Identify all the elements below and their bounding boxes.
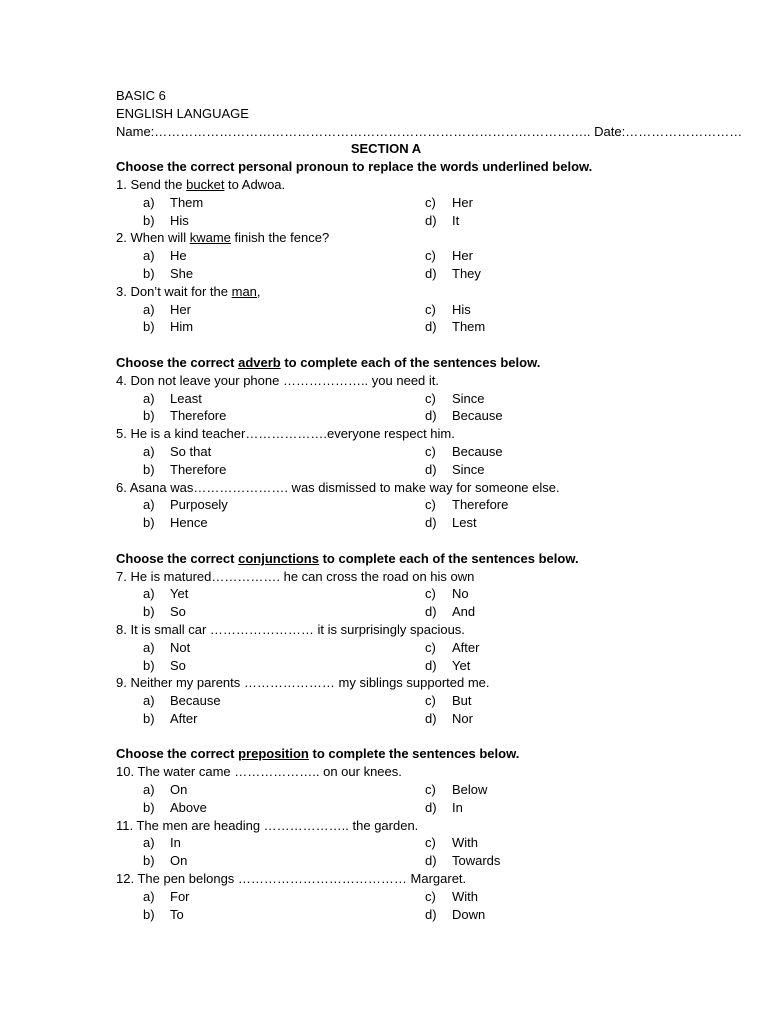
option-text: Them [170,194,204,210]
option-letter: d) [425,710,437,726]
option-letter: b) [143,408,155,424]
option-text: Her [170,301,191,317]
option-text: Yet [170,586,189,602]
option-text: For [170,888,190,904]
instruction-text-end: to complete each of the sentences below. [280,354,541,370]
option-text: Them [452,319,486,335]
option-letter: b) [143,319,155,335]
option-letter: a) [143,390,155,406]
option-letter: b) [143,657,155,673]
question-text [116,817,656,835]
question-text [116,425,656,443]
option-letter: a) [143,693,155,709]
option-row [116,603,656,621]
question-underlined-word: bucket [186,176,225,192]
question-text [116,763,656,781]
section-instruction [116,158,656,176]
option-text: Since [452,461,485,477]
question-stem: 11. The men are heading ……………….. the garden. [116,817,419,833]
option-text: In [170,835,181,851]
option-text: In [452,799,463,815]
option-letter: c) [425,888,436,904]
question-text [116,674,656,692]
instruction-text: Choose the correct [116,746,239,762]
option-text: Because [452,408,503,424]
option-letter: d) [425,853,437,869]
option-letter: b) [143,853,155,869]
option-row [116,301,656,319]
section-spacer [116,728,656,746]
option-letter: a) [143,497,155,513]
option-letter: d) [425,408,437,424]
instruction-text: Choose the correct [116,354,239,370]
worksheet-page [116,87,743,923]
option-row [116,212,656,230]
option-row [116,496,656,514]
question-stem: 4. Don not leave your phone ……………….. you need it. [116,372,440,388]
option-letter: c) [425,443,436,459]
instruction-text: Choose the correct [116,550,239,566]
option-text: Above [170,799,207,815]
option-text: Below [452,782,488,798]
section-spacer [116,336,656,354]
instruction-text-end: to complete the sentences below. [308,746,520,762]
option-letter: b) [143,212,155,228]
option-row [116,710,656,728]
option-row [116,834,656,852]
question-text [116,479,656,497]
option-text: After [452,639,480,655]
question-text [116,568,656,586]
option-text: Her [452,194,473,210]
option-letter: a) [143,194,155,210]
question-stem: 1. Send the [116,176,187,192]
option-letter: b) [143,265,155,281]
option-text: She [170,265,194,281]
option-text: Down [452,906,486,922]
option-row [116,443,656,461]
option-letter: a) [143,443,155,459]
section-instruction [116,550,656,568]
option-row [116,390,656,408]
option-text: So that [170,443,212,459]
section-instruction [116,745,656,763]
option-letter: c) [425,693,436,709]
question-stem: 7. He is matured……………. he can cross the road on his own [116,568,475,584]
question-stem: 8. It is small car …………………… it is surprisingly spacious. [116,621,465,637]
option-text: So [170,657,186,673]
option-letter: d) [425,265,437,281]
option-letter: d) [425,461,437,477]
option-text: Since [452,390,485,406]
option-text: On [170,782,188,798]
question-sections [116,158,656,923]
option-letter: d) [425,799,437,815]
option-letter: c) [425,497,436,513]
option-text: It [452,212,460,228]
option-row [116,657,656,675]
option-row [116,194,656,212]
option-row [116,318,656,336]
option-text: They [452,265,481,281]
option-letter: b) [143,461,155,477]
option-row [116,639,656,657]
option-letter: b) [143,515,155,531]
option-text: His [452,301,471,317]
section-spacer [116,532,656,550]
question-text [116,283,656,301]
option-row [116,265,656,283]
option-letter: b) [143,710,155,726]
instruction-text-end: to complete each of the sentences below. [318,550,579,566]
question-underlined-word: man [231,283,257,299]
question-stem: 10. The water came ……………….. on our knees. [116,764,402,780]
instruction-keyword: conjunctions [238,550,319,566]
question-underlined-word: kwame [189,230,231,246]
question-text [116,621,656,639]
option-letter: b) [143,604,155,620]
question-stem: 3. Don’t wait for the [116,283,232,299]
option-row [116,461,656,479]
instruction-keyword: preposition [238,746,309,762]
question-stem-end: to Adwoa. [224,176,286,192]
option-text: On [170,853,188,869]
question-stem: 6. Asana was…………………. was dismissed to make way for someone else. [116,479,560,495]
option-row [116,585,656,603]
option-text: Her [452,248,473,264]
option-text: Because [170,693,221,709]
class-level: BASIC 6 [116,88,166,103]
instruction-text: Choose the correct personal pronoun to replace the words underlined below. [116,159,593,175]
option-letter: c) [425,835,436,851]
option-text: Therefore [170,408,227,424]
question-stem: 5. He is a kind teacher……………….everyone respect him. [116,426,455,442]
option-text: Hence [170,515,208,531]
option-letter: d) [425,515,437,531]
option-letter: b) [143,799,155,815]
option-letter: a) [143,782,155,798]
question-stem: 12. The pen belongs ………………………………… Margaret. [116,871,467,887]
question-stem: 9. Neither my parents ………………… my siblings supported me. [116,675,490,691]
option-letter: d) [425,604,437,620]
subject-title: ENGLISH LANGUAGE [116,105,249,121]
option-letter: b) [143,906,155,922]
option-row [116,799,656,817]
option-text: And [452,604,476,620]
option-letter: a) [143,639,155,655]
option-letter: a) [143,835,155,851]
option-letter: c) [425,639,436,655]
question-text [116,870,656,888]
option-row [116,888,656,906]
option-text: So [170,604,186,620]
option-letter: d) [425,657,437,673]
option-row [116,692,656,710]
option-text: Him [170,319,194,335]
question-text [116,372,656,390]
instruction-keyword: adverb [238,354,281,370]
option-row [116,781,656,799]
question-text [116,176,656,194]
option-text: After [170,710,198,726]
question-stem: 2. When will [116,230,190,246]
option-text: Therefore [452,497,509,513]
option-text: Lest [452,515,477,531]
option-text: Not [170,639,191,655]
option-letter: a) [143,248,155,264]
option-text: Purposely [170,497,228,513]
option-row [116,906,656,924]
option-text: His [170,212,189,228]
option-letter: a) [143,586,155,602]
option-letter: c) [425,390,436,406]
option-text: But [452,693,472,709]
option-text: With [452,835,478,851]
option-row [116,852,656,870]
option-letter: c) [425,586,436,602]
option-letter: a) [143,888,155,904]
option-text: Nor [452,710,473,726]
option-text: Towards [452,853,501,869]
option-letter: c) [425,782,436,798]
option-row [116,407,656,425]
name-date-line: Name:……………………………………………………………………………………….. Date:……………………… [116,123,743,139]
section-title: SECTION A [350,141,422,157]
section-instruction [116,354,656,372]
question-text [116,229,656,247]
option-letter: d) [425,212,437,228]
option-text: No [452,586,469,602]
question-stem-end: , [256,283,261,299]
option-text: Yet [452,657,471,673]
option-text: Because [452,443,503,459]
option-text: To [170,906,184,922]
option-row [116,514,656,532]
option-letter: c) [425,194,436,210]
option-letter: c) [425,248,436,264]
option-text: Therefore [170,461,227,477]
option-text: With [452,888,478,904]
option-letter: d) [425,906,437,922]
question-stem-end: finish the fence? [230,230,330,246]
option-letter: a) [143,301,155,317]
option-letter: c) [425,301,436,317]
option-letter: d) [425,319,437,335]
option-text: He [170,248,187,264]
option-row [116,247,656,265]
option-text: Least [170,390,202,406]
